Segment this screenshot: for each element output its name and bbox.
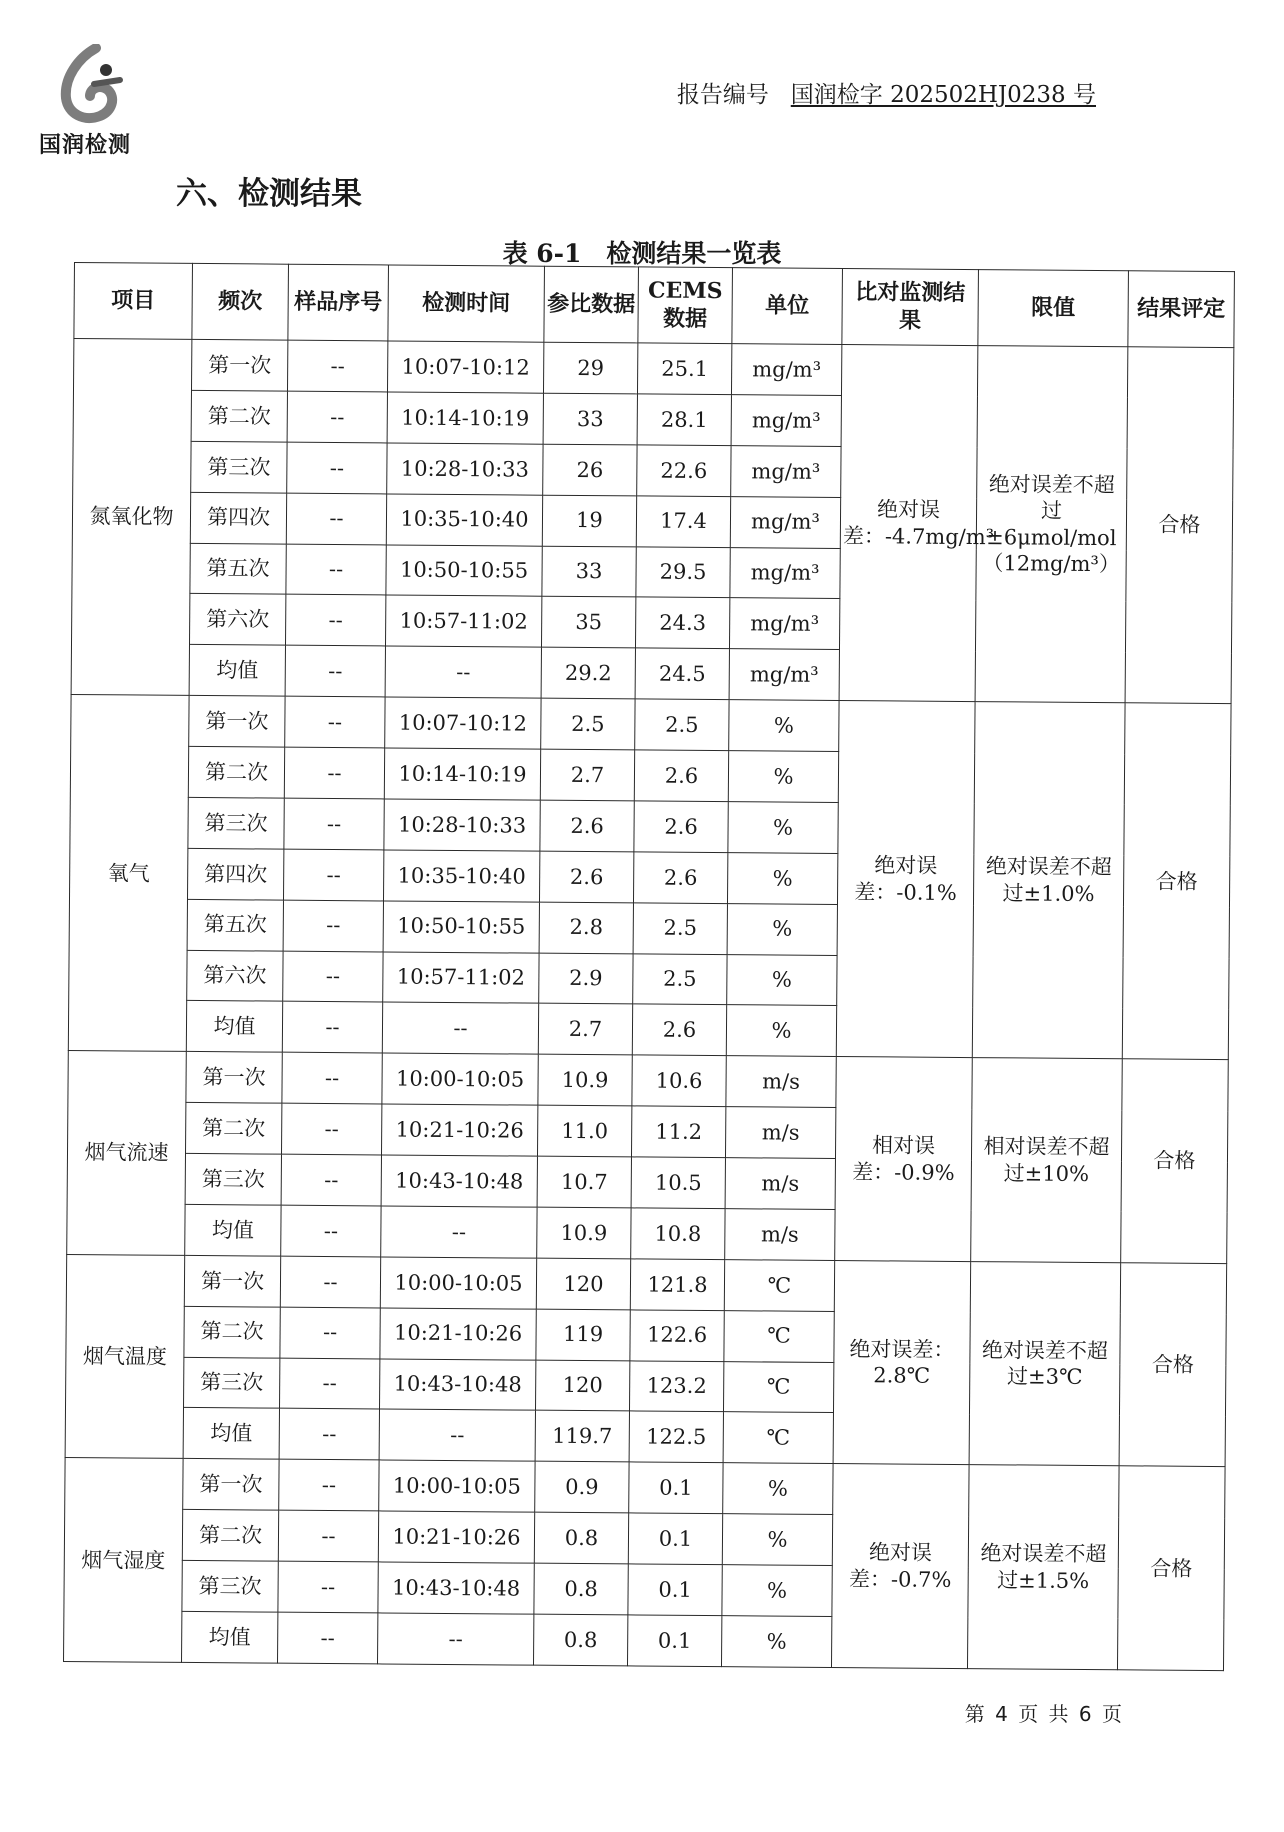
item-cell: 氧气 xyxy=(68,695,189,1052)
time-cell: 10:21-10:26 xyxy=(381,1104,537,1156)
cems-cell: 28.1 xyxy=(637,394,731,446)
time-cell: -- xyxy=(379,1409,535,1461)
freq-cell: 第二次 xyxy=(182,1510,278,1562)
cems-cell: 24.5 xyxy=(635,648,729,700)
freq-cell: 第二次 xyxy=(188,746,284,798)
result-cell: 绝对误差：-4.7mg/m³ xyxy=(839,345,978,702)
sample-cell: -- xyxy=(286,493,386,545)
item-cell: 烟气湿度 xyxy=(64,1458,184,1663)
column-header: 样品序号 xyxy=(288,264,389,341)
unit-cell: % xyxy=(721,1616,831,1668)
column-header: 比对监测结果 xyxy=(842,269,979,346)
logo-text: 国润检测 xyxy=(38,133,131,158)
freq-cell: 均值 xyxy=(183,1408,279,1460)
sample-cell: -- xyxy=(278,1561,378,1613)
unit-cell: % xyxy=(729,700,839,752)
section-title: 六、检测结果 xyxy=(176,176,362,212)
unit-cell: % xyxy=(727,954,837,1006)
ref-cell: 2.9 xyxy=(539,953,633,1005)
time-cell: 10:07-10:12 xyxy=(387,341,543,393)
ref-cell: 0.8 xyxy=(533,1614,627,1666)
judgement-cell: 合格 xyxy=(1119,1263,1227,1467)
time-cell: 10:35-10:40 xyxy=(383,850,539,902)
ref-cell: 2.7 xyxy=(538,1004,632,1056)
freq-cell: 均值 xyxy=(185,1204,281,1256)
cems-cell: 10.6 xyxy=(632,1055,726,1107)
column-header: 检测时间 xyxy=(388,265,545,342)
ref-cell: 29 xyxy=(543,342,637,394)
cems-cell: 122.5 xyxy=(629,1411,723,1463)
time-cell: 10:43-10:48 xyxy=(379,1358,535,1410)
unit-cell: ℃ xyxy=(723,1361,833,1413)
unit-cell: m/s xyxy=(725,1158,835,1210)
freq-cell: 第六次 xyxy=(189,594,285,646)
limit-cell: 绝对误差不超过±6μmol/mol（12mg/m³） xyxy=(975,346,1128,703)
cems-cell: 29.5 xyxy=(636,546,730,598)
unit-cell: % xyxy=(722,1514,832,1566)
sample-cell: -- xyxy=(279,1409,379,1461)
unit-cell: mg/m³ xyxy=(730,547,840,599)
judgement-cell: 合格 xyxy=(1122,703,1231,1060)
column-header: 频次 xyxy=(192,263,289,340)
unit-cell: % xyxy=(728,802,838,854)
column-header: 项目 xyxy=(74,263,193,340)
time-cell: -- xyxy=(385,646,541,698)
sample-cell: -- xyxy=(283,849,383,901)
cems-cell: 0.1 xyxy=(628,1513,722,1565)
time-cell: 10:00-10:05 xyxy=(380,1257,536,1309)
ref-cell: 0.9 xyxy=(535,1461,629,1513)
freq-cell: 第三次 xyxy=(182,1560,278,1612)
ref-cell: 2.7 xyxy=(540,749,634,801)
unit-cell: % xyxy=(723,1463,833,1515)
ref-cell: 26 xyxy=(543,444,637,496)
column-header: CEMS数据 xyxy=(638,267,733,344)
ref-cell: 0.8 xyxy=(534,1512,628,1564)
sample-cell: -- xyxy=(281,1103,381,1155)
time-cell: -- xyxy=(382,1002,538,1054)
sample-cell: -- xyxy=(286,544,386,596)
cems-cell: 17.4 xyxy=(636,496,730,548)
table-caption: 表 6-1 检测结果一览表 xyxy=(502,239,782,268)
ref-cell: 119.7 xyxy=(535,1411,629,1463)
ref-cell: 2.5 xyxy=(541,698,635,750)
sample-cell: -- xyxy=(282,1052,382,1104)
cems-cell: 2.5 xyxy=(633,903,727,955)
time-cell: 10:57-11:02 xyxy=(383,951,539,1003)
freq-cell: 第三次 xyxy=(185,1153,281,1205)
unit-cell: % xyxy=(722,1565,832,1617)
ref-cell: 0.8 xyxy=(534,1563,628,1615)
company-logo xyxy=(30,44,150,164)
judgement-cell: 合格 xyxy=(1121,1059,1229,1263)
freq-cell: 第一次 xyxy=(191,339,287,391)
cems-cell: 2.6 xyxy=(634,750,728,802)
unit-cell: ℃ xyxy=(724,1310,834,1362)
freq-cell: 第一次 xyxy=(184,1255,280,1307)
cems-cell: 2.6 xyxy=(634,801,728,853)
ref-cell: 2.8 xyxy=(539,902,633,954)
time-cell: 10:14-10:19 xyxy=(384,748,540,800)
table-row xyxy=(65,1458,1225,1518)
item-cell: 氮氧化物 xyxy=(71,339,192,696)
sample-cell: -- xyxy=(278,1510,378,1562)
ref-cell: 35 xyxy=(541,597,635,649)
judgement-cell: 合格 xyxy=(1117,1466,1225,1671)
ref-cell: 2.6 xyxy=(540,800,634,852)
item-cell: 烟气温度 xyxy=(65,1254,185,1458)
column-header: 参比数据 xyxy=(544,266,639,343)
column-header: 单位 xyxy=(732,268,843,345)
table-row xyxy=(71,695,1231,755)
freq-cell: 第一次 xyxy=(189,696,285,748)
table-row xyxy=(73,339,1233,399)
column-header: 限值 xyxy=(978,270,1129,347)
sample-cell: -- xyxy=(283,951,383,1003)
result-cell: 绝对误差：-0.7% xyxy=(831,1464,969,1669)
time-cell: 10:50-10:55 xyxy=(383,901,539,953)
freq-cell: 第四次 xyxy=(190,492,286,544)
time-cell: 10:57-11:02 xyxy=(385,595,541,647)
time-cell: 10:35-10:40 xyxy=(386,494,542,546)
unit-cell: mg/m³ xyxy=(730,496,840,548)
result-cell: 绝对误差：-0.1% xyxy=(836,701,975,1058)
sample-cell: -- xyxy=(280,1358,380,1410)
freq-cell: 均值 xyxy=(186,1001,282,1053)
time-cell: 10:28-10:33 xyxy=(387,443,543,495)
sample-cell: -- xyxy=(280,1307,380,1359)
freq-cell: 均值 xyxy=(182,1611,278,1663)
ref-cell: 29.2 xyxy=(541,647,635,699)
table-header-row xyxy=(74,263,1235,348)
cems-cell: 123.2 xyxy=(629,1360,723,1412)
ref-cell: 10.9 xyxy=(538,1054,632,1106)
unit-cell: mg/m³ xyxy=(729,598,839,650)
cems-cell: 2.6 xyxy=(632,1004,726,1056)
time-cell: -- xyxy=(381,1206,537,1258)
time-cell: 10:21-10:26 xyxy=(380,1308,536,1360)
time-cell: -- xyxy=(377,1613,533,1665)
ref-cell: 120 xyxy=(536,1258,630,1310)
ref-cell: 33 xyxy=(542,546,636,598)
time-cell: 10:28-10:33 xyxy=(384,799,540,851)
unit-cell: ℃ xyxy=(724,1259,834,1311)
freq-cell: 第二次 xyxy=(191,390,287,442)
ref-cell: 10.9 xyxy=(537,1207,631,1259)
time-cell: 10:00-10:05 xyxy=(379,1460,535,1512)
ref-cell: 33 xyxy=(543,393,637,445)
sample-cell: -- xyxy=(280,1256,380,1308)
cems-cell: 0.1 xyxy=(627,1615,721,1667)
ref-cell: 10.7 xyxy=(537,1156,631,1208)
unit-cell: mg/m³ xyxy=(729,649,839,701)
sample-cell: -- xyxy=(284,747,384,799)
unit-cell: mg/m³ xyxy=(731,445,841,497)
freq-cell: 第一次 xyxy=(186,1052,282,1104)
judgement-cell: 合格 xyxy=(1125,347,1234,704)
sample-cell: -- xyxy=(287,391,387,443)
sample-cell: -- xyxy=(282,1002,382,1054)
freq-cell: 第三次 xyxy=(184,1357,280,1409)
column-header: 结果评定 xyxy=(1128,271,1235,348)
report-number-value: 国润检字 202502HJ0238 号 xyxy=(790,82,1096,108)
cems-cell: 2.6 xyxy=(633,852,727,904)
item-cell: 烟气流速 xyxy=(67,1051,187,1255)
sample-cell: -- xyxy=(279,1459,379,1511)
unit-cell: % xyxy=(727,852,837,904)
freq-cell: 第五次 xyxy=(190,543,286,595)
table-body xyxy=(64,339,1234,1671)
unit-cell: m/s xyxy=(725,1107,835,1159)
ref-cell: 120 xyxy=(535,1360,629,1412)
cems-cell: 122.6 xyxy=(630,1310,724,1362)
time-cell: 10:43-10:48 xyxy=(381,1155,537,1207)
freq-cell: 第四次 xyxy=(188,848,284,900)
unit-cell: % xyxy=(728,751,838,803)
results-table xyxy=(63,262,1235,1671)
sample-cell: -- xyxy=(284,798,384,850)
freq-cell: 第六次 xyxy=(187,950,283,1002)
freq-cell: 第五次 xyxy=(187,899,283,951)
sample-cell: -- xyxy=(285,645,385,697)
cems-cell: 2.5 xyxy=(633,953,727,1005)
limit-cell: 相对误差不超过±10% xyxy=(971,1058,1123,1263)
cems-cell: 22.6 xyxy=(637,445,731,497)
result-cell: 相对误差：-0.9% xyxy=(835,1057,973,1262)
sample-cell: -- xyxy=(281,1154,381,1206)
limit-cell: 绝对误差不超过±3℃ xyxy=(969,1261,1121,1466)
time-cell: 10:21-10:26 xyxy=(378,1511,534,1563)
freq-cell: 第一次 xyxy=(183,1459,279,1511)
sample-cell: -- xyxy=(281,1205,381,1257)
time-cell: 10:50-10:55 xyxy=(386,544,542,596)
table-row xyxy=(68,1051,1228,1111)
unit-cell: % xyxy=(727,903,837,955)
unit-cell: ℃ xyxy=(723,1412,833,1464)
report-number xyxy=(677,76,1096,109)
limit-cell: 绝对误差不超过±1.5% xyxy=(967,1465,1119,1670)
time-cell: 10:07-10:12 xyxy=(385,697,541,749)
sample-cell: -- xyxy=(287,442,387,494)
ref-cell: 119 xyxy=(536,1309,630,1361)
cems-cell: 10.8 xyxy=(631,1208,725,1260)
report-number-label: 报告编号 xyxy=(676,82,769,108)
unit-cell: mg/m³ xyxy=(731,395,841,447)
time-cell: 10:43-10:48 xyxy=(378,1562,534,1614)
cems-cell: 0.1 xyxy=(629,1462,723,1514)
ref-cell: 19 xyxy=(542,495,636,547)
unit-cell: % xyxy=(726,1005,836,1057)
table-row xyxy=(66,1254,1226,1314)
ref-cell: 11.0 xyxy=(537,1105,631,1157)
cems-cell: 10.5 xyxy=(631,1157,725,1209)
page-number: 第 4 页 共 6 页 xyxy=(964,1702,1124,1726)
freq-cell: 第二次 xyxy=(186,1103,282,1155)
ref-cell: 2.6 xyxy=(539,851,633,903)
limit-cell: 绝对误差不超过±1.0% xyxy=(972,702,1125,1059)
sample-cell: -- xyxy=(285,595,385,647)
unit-cell: mg/m³ xyxy=(731,344,841,396)
time-cell: 10:00-10:05 xyxy=(382,1053,538,1105)
result-cell: 绝对误差：2.8℃ xyxy=(833,1260,971,1465)
cems-cell: 25.1 xyxy=(637,343,731,395)
sample-cell: -- xyxy=(278,1612,378,1664)
sample-cell: -- xyxy=(283,900,383,952)
sample-cell: -- xyxy=(287,340,387,392)
cems-cell: 0.1 xyxy=(628,1564,722,1616)
cems-cell: 121.8 xyxy=(630,1259,724,1311)
freq-cell: 第二次 xyxy=(184,1306,280,1358)
sample-cell: -- xyxy=(285,696,385,748)
time-cell: 10:14-10:19 xyxy=(387,392,543,444)
unit-cell: m/s xyxy=(725,1209,835,1261)
freq-cell: 第三次 xyxy=(191,441,287,493)
cems-cell: 2.5 xyxy=(635,699,729,751)
logo-mark-icon xyxy=(50,44,130,126)
cems-cell: 24.3 xyxy=(635,597,729,649)
freq-cell: 第三次 xyxy=(188,797,284,849)
cems-cell: 11.2 xyxy=(631,1106,725,1158)
unit-cell: m/s xyxy=(726,1056,836,1108)
freq-cell: 均值 xyxy=(189,645,285,697)
